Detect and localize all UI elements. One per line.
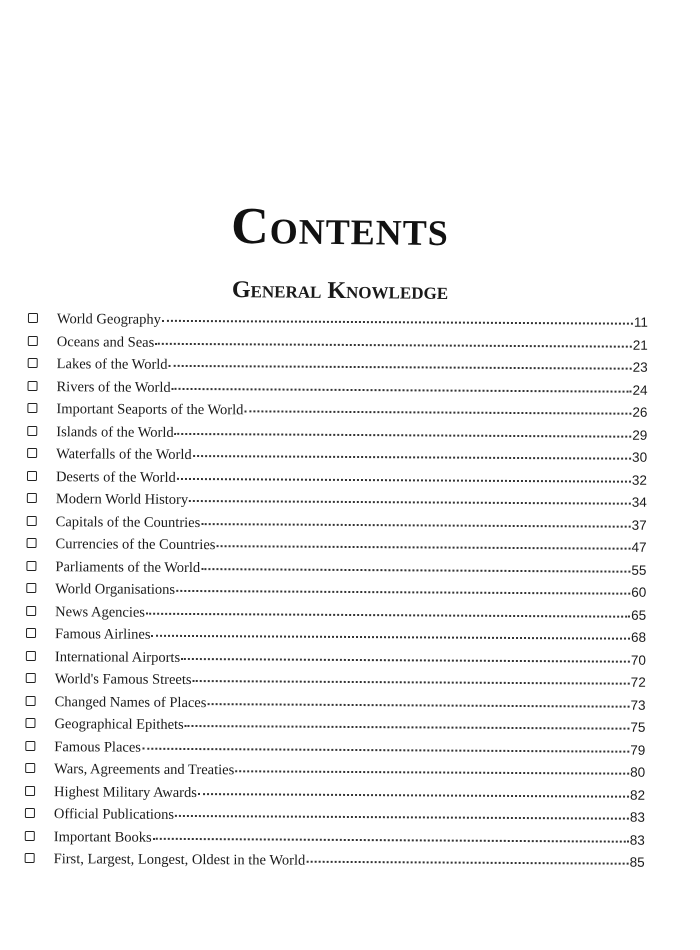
entry-label: World's Famous Streets	[54, 671, 192, 689]
dot-leader	[207, 703, 629, 708]
page-number: 75	[630, 719, 646, 735]
entry-label: Highest Military Awards	[54, 783, 197, 801]
checkbox-bullet-icon	[28, 335, 38, 345]
page-number: 26	[632, 404, 648, 420]
page-number: 79	[630, 742, 646, 758]
dot-leader	[177, 477, 631, 482]
dot-leader	[201, 523, 630, 528]
dot-leader	[201, 568, 630, 573]
dot-leader	[175, 432, 632, 437]
page-number: 73	[630, 697, 646, 713]
page-number: 65	[631, 607, 647, 623]
dot-leader	[244, 410, 631, 414]
checkbox-bullet-icon	[25, 763, 35, 773]
checkbox-bullet-icon	[26, 673, 36, 683]
entry-label: Lakes of the World	[56, 356, 168, 373]
toc-entry[interactable]	[25, 851, 645, 877]
entry-label: Official Publications	[53, 806, 175, 823]
checkbox-bullet-icon	[27, 425, 37, 435]
page-number: 34	[631, 494, 647, 510]
entry-label: News Agencies	[55, 603, 146, 621]
dot-leader	[176, 590, 630, 595]
page-number: 80	[630, 764, 646, 780]
checkbox-bullet-icon	[26, 628, 36, 638]
page-number: 32	[631, 472, 648, 488]
entry-label: Famous Airlines	[54, 626, 151, 643]
entry-label: Islands of the World	[56, 423, 174, 441]
page-number: 82	[629, 787, 646, 803]
entry-label: Changed Names of Places	[54, 693, 207, 711]
page-number: 37	[631, 517, 647, 533]
checkbox-bullet-icon	[26, 650, 36, 660]
entry-label: World Organisations	[55, 581, 176, 598]
page-number: 29	[632, 427, 648, 443]
entry-label: World Geography	[56, 311, 161, 328]
checkbox-bullet-icon	[25, 718, 35, 728]
page-number: 60	[631, 584, 647, 600]
checkbox-bullet-icon	[28, 358, 38, 368]
page-number: 83	[629, 809, 645, 825]
checkbox-bullet-icon	[27, 515, 37, 525]
page-number: 21	[632, 337, 648, 353]
page-number: 68	[630, 629, 647, 645]
dot-leader	[146, 612, 630, 617]
entry-label: Famous Places	[54, 738, 141, 756]
entry-label: Geographical Epithets	[54, 716, 184, 733]
checkbox-bullet-icon	[27, 448, 37, 458]
page-title: Contents	[230, 197, 450, 258]
entry-label: Important Books	[53, 828, 152, 846]
checkbox-bullet-icon	[25, 853, 35, 863]
entry-label: First, Largest, Longest, Oldest in the World	[53, 851, 306, 869]
entry-label: Parliaments of the World	[55, 558, 201, 576]
dot-leader	[216, 545, 630, 550]
dot-leader	[181, 657, 630, 662]
dot-leader	[175, 815, 629, 820]
page-number: 47	[631, 539, 647, 555]
checkbox-bullet-icon	[25, 785, 35, 795]
page-number: 85	[629, 854, 645, 870]
checkbox-bullet-icon	[25, 740, 35, 750]
dot-leader	[193, 680, 630, 685]
dot-leader	[306, 861, 628, 865]
checkbox-bullet-icon	[26, 695, 36, 705]
checkbox-bullet-icon	[26, 605, 36, 615]
dot-leader	[193, 455, 631, 460]
checkbox-bullet-icon	[27, 538, 37, 548]
page-number: 55	[631, 562, 647, 578]
page-number: 23	[632, 359, 648, 375]
entry-label: International Airports	[54, 648, 181, 666]
entry-label: Waterfalls of the World	[56, 446, 192, 464]
page-number: 30	[632, 449, 648, 465]
dot-leader	[198, 793, 629, 798]
dot-leader	[169, 365, 632, 370]
entry-label: Important Seaports of the World	[56, 401, 244, 419]
entry-label: Deserts of the World	[55, 468, 176, 486]
page-number: 24	[632, 382, 648, 398]
page-number: 83	[629, 832, 645, 848]
dot-leader	[155, 342, 632, 347]
checkbox-bullet-icon	[28, 313, 38, 323]
checkbox-bullet-icon	[25, 808, 35, 818]
dot-leader	[189, 500, 631, 505]
table-of-contents	[25, 311, 648, 877]
entry-label: Modern World History	[55, 491, 189, 508]
checkbox-bullet-icon	[27, 470, 37, 480]
checkbox-bullet-icon	[27, 493, 37, 503]
checkbox-bullet-icon	[25, 830, 35, 840]
entry-label: Currencies of the Countries	[55, 536, 216, 554]
checkbox-bullet-icon	[26, 560, 36, 570]
entry-label: Rivers of the World	[56, 378, 171, 396]
dot-leader	[235, 770, 629, 774]
page-number: 72	[630, 674, 646, 690]
page-number: 11	[633, 314, 648, 330]
entry-label: Oceans and Seas	[56, 333, 155, 351]
entry-label: Wars, Agreements and Treaties	[54, 761, 235, 779]
checkbox-bullet-icon	[26, 583, 36, 593]
page-number: 70	[630, 652, 646, 668]
dot-leader	[185, 725, 630, 730]
dot-leader	[142, 747, 629, 752]
entry-label: Capitals of the Countries	[55, 513, 201, 531]
checkbox-bullet-icon	[27, 403, 37, 413]
section-heading: General Knowledge	[231, 277, 449, 305]
dot-leader	[151, 635, 630, 640]
dot-leader	[162, 320, 633, 325]
dot-leader	[153, 837, 629, 842]
checkbox-bullet-icon	[28, 380, 38, 390]
dot-leader	[172, 387, 632, 392]
